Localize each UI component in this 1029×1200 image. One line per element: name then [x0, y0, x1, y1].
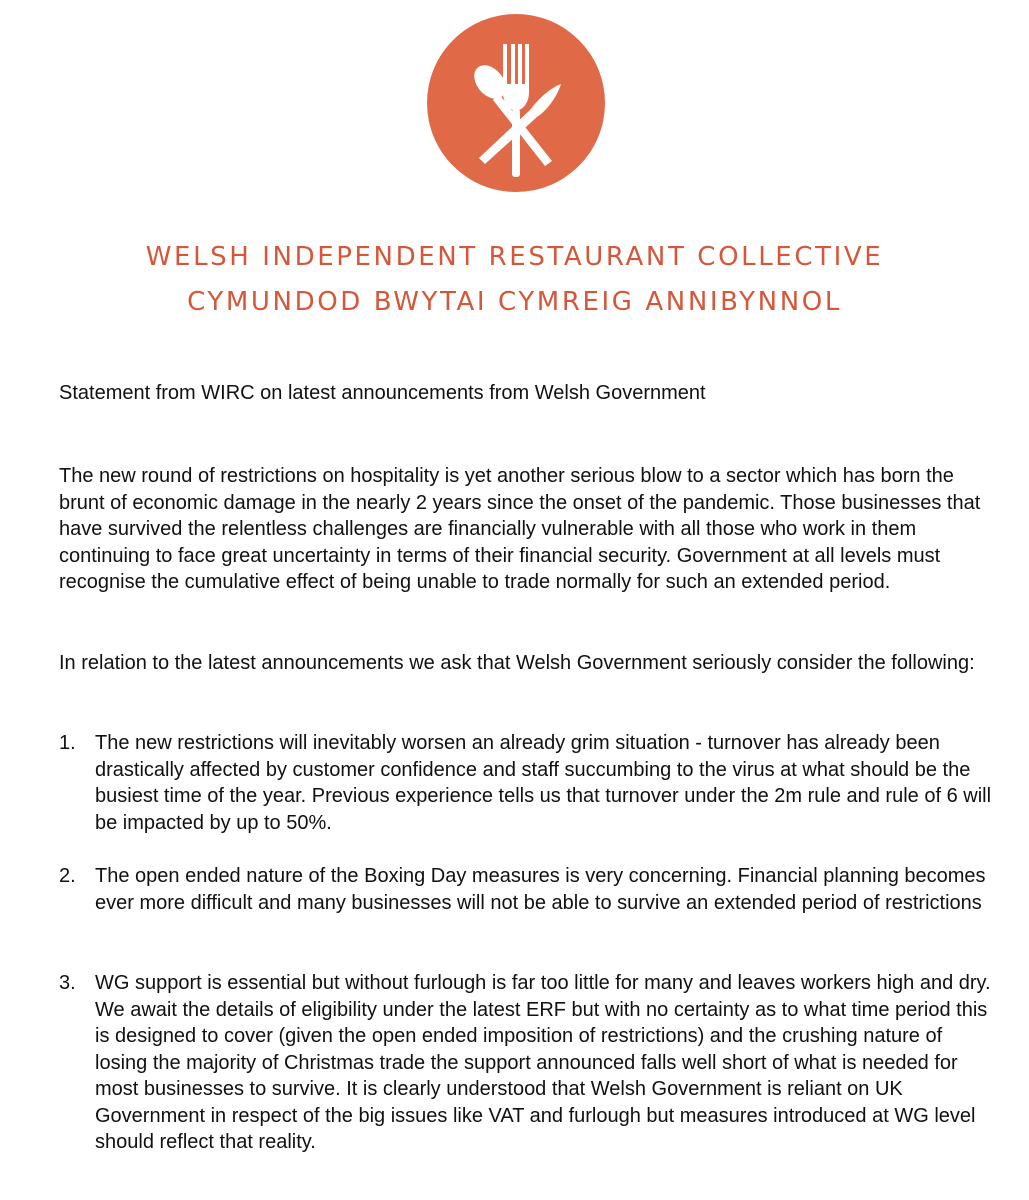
- org-name-english: WELSH INDEPENDENT RESTAURANT COLLECTIVE: [145, 242, 884, 272]
- list-item-number: 3.: [59, 972, 76, 994]
- list-item: [59, 970, 994, 1156]
- statement-title: Statement from WIRC on latest announcements from Welsh Government: [59, 382, 706, 404]
- list-item: [59, 730, 994, 836]
- list-item-text: The open ended nature of the Boxing Day measures is very concerning. Financial planning becomes ever more difficult and many businesses will not be able to survive an extended period of restrictions: [95, 865, 986, 914]
- list-item-text: WG support is essential but without furlough is far too little for many and leaves workers high and dry. We await the details of eligibility under the latest ERF but with no certainty as to what time period this is designed to cover (given the open ended imposition of restrictions) and the crushing nature of losing the majority of Christmas trade the support announced falls well short of what is needed for most businesses to survive. It is clearly understood that Welsh Government is reliant on UK Government in respect of the big issues like VAT and furlough but measures introduced at WG level should reflect that reality.: [95, 972, 991, 1153]
- org-name-welsh: CYMUNDOD BWYTAI CYMREIG ANNIBYNNOL: [187, 287, 842, 317]
- list-item-number: 1.: [59, 732, 76, 754]
- list-item-number: 2.: [59, 865, 76, 887]
- list-item: [59, 863, 994, 916]
- body-paragraph: The new round of restrictions on hospitality is yet another serious blow to a sector which has born the brunt of economic damage in the nearly 2 years since the onset of the pandemic. Those businesses that have survived the relentless challenges are financially vulnerable with all those who work in them continuing to face great uncertainty in terms of their financial security. Government at all levels must recognise the cumulative effect of being unable to trade normally for such an extended period.: [59, 465, 981, 593]
- body-paragraph: In relation to the latest announcements we ask that Welsh Government seriously consider the following:: [59, 652, 975, 674]
- list-item-text: The new restrictions will inevitably worsen an already grim situation - turnover has already been drastically affected by customer confidence and staff succumbing to the virus at what should be the busiest time of the year. Previous experience tells us that turnover under the 2m rule and rule of 6 will be impacted by up to 50%.: [95, 732, 992, 834]
- crossed-cutlery-icon: [427, 14, 605, 192]
